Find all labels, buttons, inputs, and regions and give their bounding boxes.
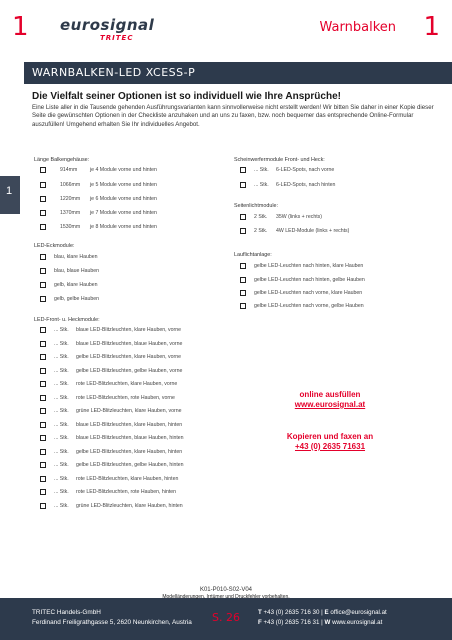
checkbox[interactable]	[240, 303, 246, 309]
checkbox[interactable]	[240, 277, 246, 283]
promo-online[interactable]	[270, 390, 390, 410]
checkbox[interactable]	[40, 341, 46, 347]
checkbox[interactable]	[40, 476, 46, 482]
article-code: K01-P010-S02-V04	[199, 587, 253, 593]
email-value[interactable]: office@eurosignal.at	[330, 609, 387, 616]
checkbox[interactable]	[40, 296, 46, 302]
company-block	[32, 608, 192, 628]
logo-sub: TRITEC	[100, 34, 134, 42]
checkbox[interactable]	[40, 254, 46, 260]
checkbox[interactable]	[40, 462, 46, 468]
fax-link[interactable]: +43 (0) 2635 71631	[294, 442, 366, 451]
page-footer	[0, 594, 452, 640]
checkbox[interactable]	[40, 268, 46, 274]
eurosignal-logo	[60, 16, 155, 42]
section-label: Warnbalken	[319, 20, 396, 35]
checkbox[interactable]	[40, 196, 46, 202]
checkbox[interactable]	[40, 489, 46, 495]
page-number-right: 1	[423, 12, 440, 42]
web-value[interactable]: www.eurosignal.at	[332, 619, 383, 626]
checkbox[interactable]	[40, 368, 46, 374]
page-label: S. 26	[212, 611, 240, 624]
side-tab-number: 1	[6, 185, 13, 197]
checkbox[interactable]	[40, 210, 46, 216]
side-tab	[0, 176, 20, 214]
intro-text: Eine Liste aller in die Tausende gehenden Ausführungsvarianten kann sinnvollerweise nicht erstellt werden! Wir bitten Sie daher in einer Kopie dieser Seite die gewünschten Optionen in der Checkliste anzuhaken und an uns zu faxen, bzw. noch bequemer das entsprechende Online-Formular auszufüllen! Umgehend erhalten Sie Ihr individuelles Angebot.	[32, 104, 434, 128]
product-title: WARNBALKEN-LED XCESS-P	[32, 66, 196, 79]
length-label: Länge Balkengehäuse:	[34, 157, 90, 163]
promo-fax	[266, 432, 394, 452]
checkbox[interactable]	[40, 167, 46, 173]
page-number-left: 1	[12, 12, 29, 42]
checkbox[interactable]	[40, 449, 46, 455]
checkbox[interactable]	[40, 503, 46, 509]
corner-label: LED-Eckmodule:	[34, 243, 75, 249]
promo-online-line1: online ausfüllen	[299, 390, 361, 399]
checkbox[interactable]	[40, 224, 46, 230]
checkbox[interactable]	[40, 395, 46, 401]
checkbox[interactable]	[240, 182, 246, 188]
title-bar	[24, 62, 452, 84]
checkbox[interactable]	[240, 167, 246, 173]
promo-fax-line1: Kopieren und faxen an	[286, 432, 374, 441]
company-address: Ferdinand Freiligrathgasse 5, 2620 Neunkirchen, Austria	[32, 619, 192, 626]
fax-label: F	[258, 619, 262, 626]
web-label: W	[324, 619, 331, 626]
spot-label: Scheinwerfermodule Front- und Heck:	[234, 157, 325, 163]
email-label: E	[324, 609, 329, 616]
checkbox[interactable]	[40, 282, 46, 288]
website-link[interactable]: www.eurosignal.at	[294, 400, 366, 409]
checkbox[interactable]	[240, 263, 246, 269]
checkbox[interactable]	[40, 422, 46, 428]
page-header	[0, 0, 452, 56]
running-light-label: Lauflichtanlage:	[234, 252, 272, 258]
logo-brand: eurosignal	[60, 16, 155, 34]
checkbox[interactable]	[40, 408, 46, 414]
tel-value[interactable]: +43 (0) 2635 716 30	[263, 609, 320, 616]
checkbox[interactable]	[40, 381, 46, 387]
checkbox[interactable]	[40, 182, 46, 188]
company-name: TRITEC Handels-GmbH	[32, 609, 101, 616]
checkbox[interactable]	[240, 290, 246, 296]
disclaimer: Modelländerungen, Irrtümer und Druckfehler vorbehalten.	[162, 594, 290, 600]
checkbox[interactable]	[240, 214, 246, 220]
headline: Die Vielfalt seiner Optionen ist so individuell wie Ihre Ansprüche!	[32, 91, 341, 102]
checkbox[interactable]	[40, 354, 46, 360]
side-light-label: Seitenlichtmodule:	[234, 203, 279, 209]
checkbox[interactable]	[240, 228, 246, 234]
tel-label: T	[258, 609, 262, 616]
front-rear-label: LED-Front- u. Heckmodule:	[34, 317, 100, 323]
contact-block: T +43 (0) 2635 716 30 | E office@eurosignal.at F +43 (0) 2635 716 31 | W www.eurosignal.at	[258, 609, 387, 626]
checkbox[interactable]	[40, 435, 46, 441]
checkbox[interactable]	[40, 327, 46, 333]
fax-value[interactable]: +43 (0) 2635 716 31	[263, 619, 320, 626]
